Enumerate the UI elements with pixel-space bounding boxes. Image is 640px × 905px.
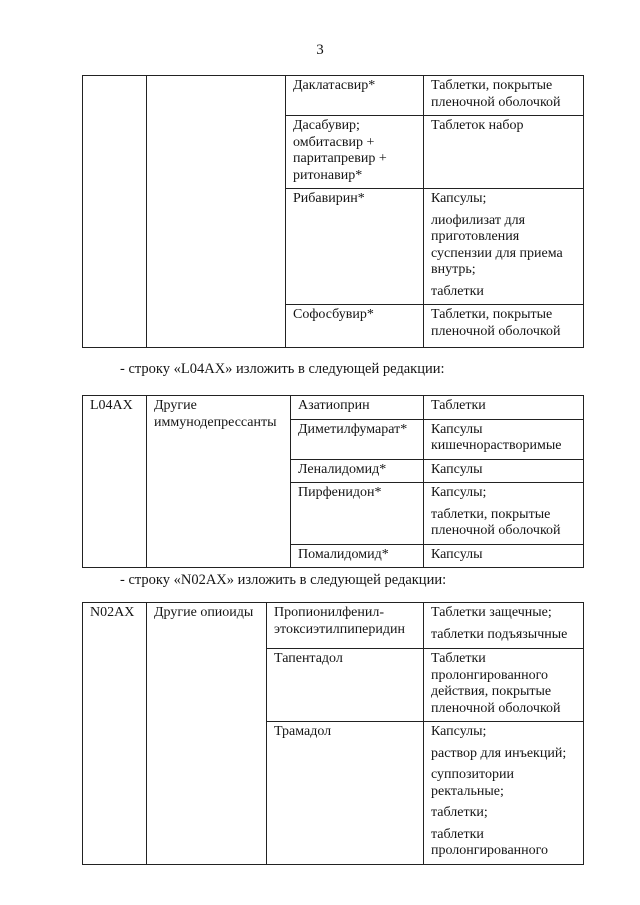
dosage-form: раствор для инъекций; bbox=[431, 745, 567, 761]
atc-code-cell: L04AX bbox=[83, 396, 147, 568]
table-row bbox=[83, 396, 584, 420]
dosage-form: таблетки bbox=[431, 283, 484, 299]
drug-name-cell: Трамадол bbox=[267, 722, 424, 865]
drug-name-cell: Тапентадол bbox=[267, 649, 424, 722]
dosage-form: таблетки пролонгированного bbox=[431, 826, 549, 858]
dosage-form-cell bbox=[424, 483, 584, 545]
page-number: 3 bbox=[316, 42, 324, 58]
dosage-form-cell bbox=[424, 396, 584, 420]
table-row bbox=[83, 603, 584, 649]
dosage-form: таблетки, покрытые пленочной оболочкой bbox=[431, 506, 561, 538]
dosage-form-cell bbox=[424, 722, 584, 865]
drug-table-l04ax bbox=[82, 395, 584, 568]
drug-name-cell: Даклатасвир* bbox=[286, 76, 424, 116]
drug-name-cell: Пирфенидон* bbox=[291, 483, 424, 545]
dosage-form: лиофилизат для приготовления суспензии для приема внутрь; bbox=[431, 212, 563, 277]
group-name-cell: Другие опиоиды bbox=[147, 603, 267, 865]
drug-name-cell: Помалидомид* bbox=[291, 544, 424, 568]
dosage-form: Таблетки защечные; bbox=[431, 605, 552, 620]
dosage-form: Таблетки, покрытые пленочной оболочкой bbox=[431, 307, 561, 339]
table-row bbox=[83, 76, 584, 116]
dosage-form: Капсулы; bbox=[431, 724, 487, 739]
dosage-form-cell bbox=[424, 649, 584, 722]
group-name-cell bbox=[147, 76, 286, 348]
drug-name-cell: Пропионилфенил-этоксиэтилпиперидин bbox=[267, 603, 424, 649]
dosage-form: суппозитории ректальные; bbox=[431, 767, 514, 799]
atc-code-cell: N02AX bbox=[83, 603, 147, 865]
drug-name-cell: Дасабувир; омбитасвир + паритапревир + ритонавир* bbox=[286, 116, 424, 189]
dosage-form: Капсулы; bbox=[431, 191, 487, 206]
dosage-form: таблетки; bbox=[431, 805, 488, 820]
dosage-form: таблетки подъязычные bbox=[431, 626, 568, 642]
dosage-form-cell bbox=[424, 116, 584, 189]
drug-name-cell: Рибавирин* bbox=[286, 189, 424, 305]
dosage-form: Капсулы; bbox=[431, 485, 487, 500]
dosage-form-cell bbox=[424, 603, 584, 649]
drug-table-n02ax bbox=[82, 602, 584, 865]
dosage-form: Таблетки bbox=[431, 398, 486, 413]
dosage-form: Капсулы bbox=[431, 461, 483, 477]
dosage-form-cell bbox=[424, 419, 584, 459]
instruction-text: - строку «N02AX» изложить в следующей редакции: bbox=[120, 572, 447, 588]
drug-name-cell: Софосбувир* bbox=[286, 305, 424, 348]
atc-code-cell bbox=[83, 76, 147, 348]
drug-table-continuation bbox=[82, 75, 584, 348]
dosage-form: Капсулы кишечнорастворимые bbox=[431, 421, 562, 453]
group-name-cell: Другие иммунодепрессанты bbox=[147, 396, 291, 568]
instruction-text: - строку «L04AX» изложить в следующей редакции: bbox=[120, 361, 445, 377]
drug-name-cell: Леналидомид* bbox=[291, 459, 424, 483]
dosage-form: Таблеток набор bbox=[431, 118, 524, 133]
drug-name-cell: Азатиоприн bbox=[291, 396, 424, 420]
dosage-form-cell bbox=[424, 189, 584, 305]
drug-name-cell: Диметилфумарат* bbox=[291, 419, 424, 459]
dosage-form-cell bbox=[424, 76, 584, 116]
dosage-form: Таблетки, покрытые пленочной оболочкой bbox=[431, 78, 561, 110]
dosage-form: Капсулы bbox=[431, 546, 483, 562]
dosage-form-cell bbox=[424, 544, 584, 568]
dosage-form-cell bbox=[424, 305, 584, 348]
dosage-form-cell bbox=[424, 459, 584, 483]
dosage-form: Таблетки пролонгированного действия, покрытые пленочной оболочкой bbox=[431, 651, 561, 716]
